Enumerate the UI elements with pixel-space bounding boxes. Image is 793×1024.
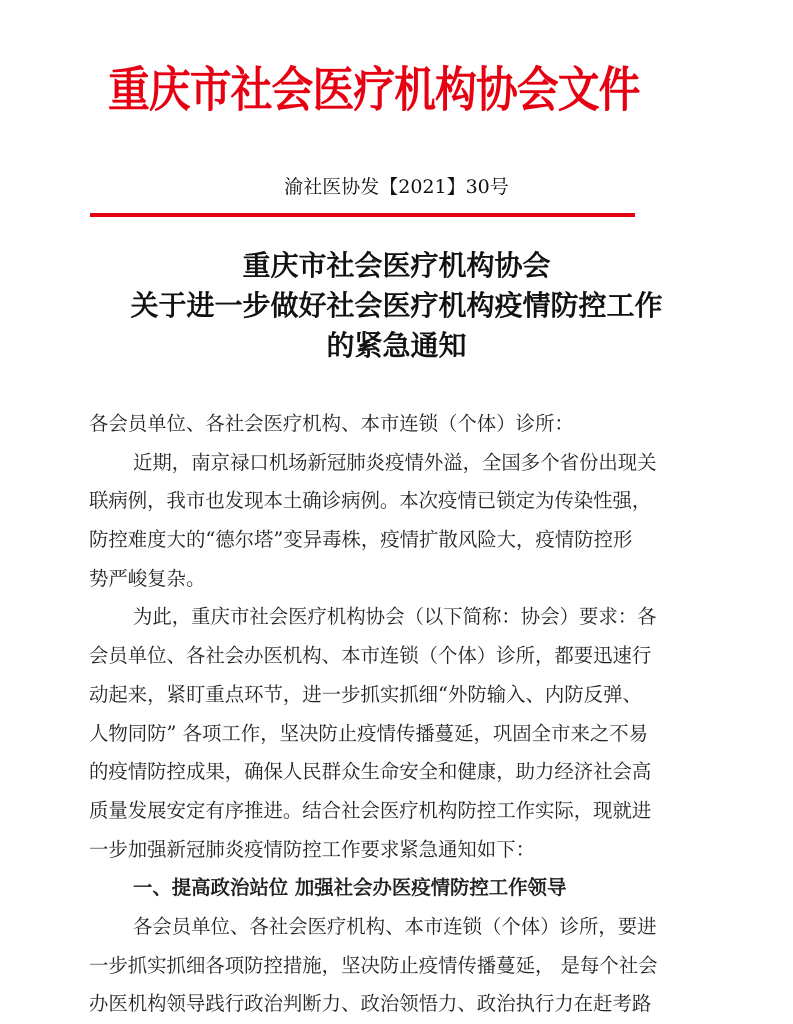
- paragraph-2-line-2: 会员单位、各社会办医机构、本市连锁（个体）诊所，都要迅速行: [89, 644, 652, 668]
- title-line-3: 的紧急通知: [326, 329, 467, 362]
- document-number: 渝社医协发【2021】30号: [284, 176, 509, 198]
- title-line-2: 关于进一步做好社会医疗机构疫情防控工作: [130, 289, 663, 322]
- notice-title: [0, 246, 793, 366]
- paragraph-2-line-5: 的疫情防控成果，确保人民群众生命安全和健康，助力经济社会高: [89, 760, 652, 784]
- title-line-1: 重庆市社会医疗机构协会: [242, 249, 551, 282]
- paragraph-3-line-3: 办医机构领导践行政治判断力、政治领悟力、政治执行力在赶考路: [89, 992, 652, 1016]
- paragraph-2-line-7: 一步加强新冠肺炎疫情防控工作要求紧急通知如下：: [89, 837, 535, 861]
- paragraph-1-line-1: 近期，南京禄口机场新冠肺炎疫情外溢，全国多个省份出现关: [133, 450, 657, 474]
- paragraph-2-line-1: 为此，重庆市社会医疗机构协会（以下简称：协会）要求：各: [133, 605, 657, 629]
- paragraph-1-line-4: 势严峻复杂。: [89, 566, 206, 590]
- red-divider-rule: [90, 213, 635, 217]
- salutation: 各会员单位、各社会医疗机构、本市连锁（个体）诊所：: [89, 412, 574, 435]
- document-red-header: 重庆市社会医疗机构协会文件: [108, 62, 640, 118]
- paragraph-2-line-4: 人物同防” 各项工作，坚决防止疫情传播蔓延，巩固全市来之不易: [89, 721, 649, 745]
- paragraph-3-line-2: 一步抓实抓细各项防控措施，坚决防止疫情传播蔓延， 是每个社会: [89, 953, 658, 977]
- section-heading-1: 一、提高政治站位 加强社会办医疫情防控工作领导: [133, 876, 567, 900]
- paragraph-2-line-3: 动起来，紧盯重点环节，进一步抓实抓细“外防输入、内防反弹、: [89, 682, 642, 706]
- notice-body: [89, 405, 709, 1024]
- paragraph-1-line-2: 联病例，我市也发现本土确诊病例。本次疫情已锁定为传染性强，: [89, 489, 652, 513]
- paragraph-3-line-1: 各会员单位、各社会医疗机构、本市连锁（个体）诊所，要进: [133, 914, 657, 938]
- paragraph-1-line-3: 防控难度大的“德尔塔”变异毒株，疫情扩散风险大，疫情防控形: [89, 528, 633, 552]
- paragraph-2-line-6: 质量发展安定有序推进。结合社会医疗机构防控工作实际，现就进: [89, 798, 652, 822]
